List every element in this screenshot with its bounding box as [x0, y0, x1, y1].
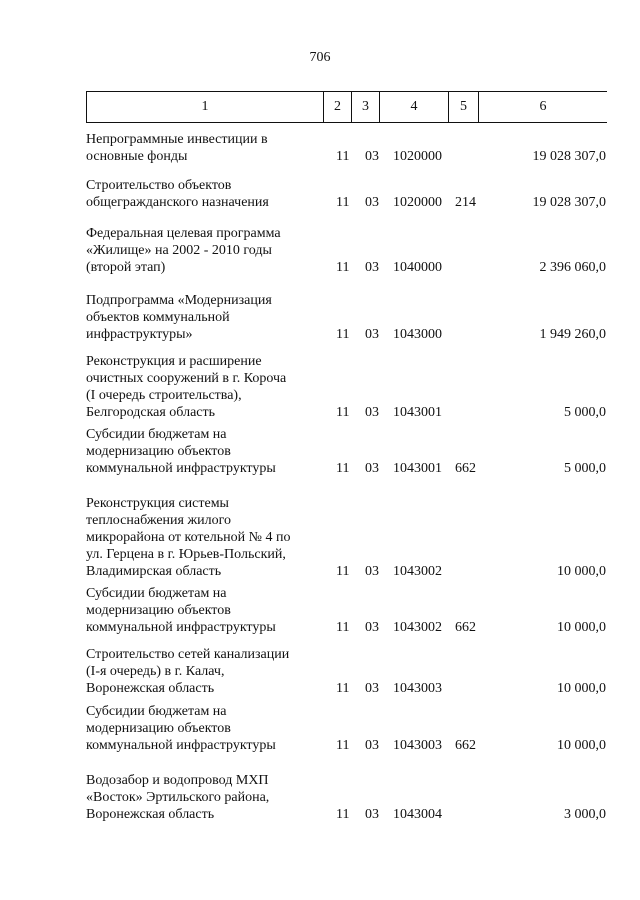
row-name [86, 353, 326, 421]
row-name [86, 772, 326, 823]
table-row [0, 646, 640, 697]
row-name-line: Непрограммные инвестиции в [86, 132, 268, 147]
column-header-5: 5 [449, 92, 479, 122]
row-name [86, 495, 326, 580]
row-subsection: 03 [365, 681, 379, 696]
row-subsection: 03 [365, 564, 379, 579]
row-name-line: модернизацию объектов [86, 444, 231, 459]
row-name-line: (I-я очередь) в г. Калач, [86, 664, 225, 679]
row-name-line: Субсидии бюджетам на [86, 586, 227, 601]
row-name-line: инфраструктуры» [86, 327, 193, 342]
row-subsection: 03 [365, 405, 379, 420]
row-section: 11 [336, 327, 350, 342]
row-name-line: объектов коммунальной [86, 310, 230, 325]
row-amount: 2 396 060,0 [539, 260, 606, 275]
row-section: 11 [336, 260, 350, 275]
row-amount: 3 000,0 [564, 807, 606, 822]
row-amount: 5 000,0 [564, 461, 606, 476]
row-name-line: Белгородская область [86, 405, 216, 420]
row-section: 11 [336, 405, 350, 420]
row-section: 11 [336, 149, 350, 164]
table-row [0, 292, 640, 343]
row-name-line: Реконструкция системы [86, 496, 229, 511]
table-row [0, 353, 640, 421]
row-name-line: коммунальной инфраструктуры [86, 461, 276, 476]
row-amount: 10 000,0 [557, 738, 606, 753]
row-name [86, 177, 326, 211]
row-amount: 10 000,0 [557, 681, 606, 696]
row-target-code: 1020000 [393, 195, 442, 210]
row-name-line: (I очередь строительства), [86, 388, 242, 403]
column-header-3: 3 [352, 92, 380, 122]
row-name-line: Субсидии бюджетам на [86, 427, 227, 442]
row-name-line: Владимирская область [86, 564, 222, 579]
row-name-line: «Восток» Эртильского района, [86, 790, 270, 805]
row-name-line: Субсидии бюджетам на [86, 704, 227, 719]
row-name [86, 703, 326, 754]
row-subsection: 03 [365, 260, 379, 275]
row-name-line: (второй этап) [86, 260, 166, 275]
row-amount: 10 000,0 [557, 564, 606, 579]
row-amount: 19 028 307,0 [532, 149, 606, 164]
row-target-code: 1043003 [393, 681, 442, 696]
table-row [0, 177, 640, 211]
row-subsection: 03 [365, 620, 379, 635]
row-subsection: 03 [365, 327, 379, 342]
row-section: 11 [336, 681, 350, 696]
row-target-code: 1043000 [393, 327, 442, 342]
row-amount: 19 028 307,0 [532, 195, 606, 210]
row-name-line: модернизацию объектов [86, 603, 231, 618]
column-header-row [86, 91, 607, 123]
row-target-code: 1043002 [393, 620, 442, 635]
row-name [86, 292, 326, 343]
row-target-code: 1043002 [393, 564, 442, 579]
column-header-4: 4 [380, 92, 449, 122]
row-expense-type: 214 [455, 195, 476, 210]
page-number: 706 [309, 50, 331, 65]
row-name-line: Реконструкция и расширение [86, 354, 262, 369]
row-section: 11 [336, 461, 350, 476]
table-row [0, 495, 640, 580]
row-amount: 5 000,0 [564, 405, 606, 420]
row-name-line: Подпрограмма «Модернизация [86, 293, 272, 308]
row-name-line: теплоснабжения жилого [86, 513, 232, 528]
row-subsection: 03 [365, 738, 379, 753]
row-name [86, 646, 326, 697]
row-target-code: 1043004 [393, 807, 442, 822]
row-name-line: Федеральная целевая программа [86, 226, 281, 241]
row-subsection: 03 [365, 149, 379, 164]
row-name-line: Водозабор и водопровод МХП [86, 773, 269, 788]
row-name-line: коммунальной инфраструктуры [86, 738, 276, 753]
row-subsection: 03 [365, 195, 379, 210]
row-expense-type: 662 [455, 738, 476, 753]
table-row [0, 426, 640, 477]
row-name-line: Строительство объектов [86, 178, 232, 193]
row-name [86, 585, 326, 636]
row-name [86, 131, 326, 165]
row-expense-type: 662 [455, 461, 476, 476]
row-subsection: 03 [365, 461, 379, 476]
row-name-line: основные фонды [86, 149, 188, 164]
row-target-code: 1040000 [393, 260, 442, 275]
row-name-line: ул. Герцена в г. Юрьев-Польский, [86, 547, 286, 562]
row-target-code: 1043001 [393, 461, 442, 476]
row-name-line: Воронежская область [86, 807, 215, 822]
row-section: 11 [336, 564, 350, 579]
row-name [86, 426, 326, 477]
row-section: 11 [336, 195, 350, 210]
row-amount: 1 949 260,0 [539, 327, 606, 342]
table-row [0, 772, 640, 823]
row-target-code: 1020000 [393, 149, 442, 164]
table-row [0, 585, 640, 636]
row-section: 11 [336, 807, 350, 822]
row-name-line: Воронежская область [86, 681, 215, 696]
row-name-line: коммунальной инфраструктуры [86, 620, 276, 635]
row-target-code: 1043003 [393, 738, 442, 753]
row-name-line: микрорайона от котельной № 4 по [86, 530, 291, 545]
row-name [86, 225, 326, 276]
row-section: 11 [336, 738, 350, 753]
row-name-line: Строительство сетей канализации [86, 647, 290, 662]
table-row [0, 703, 640, 754]
column-header-2: 2 [324, 92, 352, 122]
row-section: 11 [336, 620, 350, 635]
row-amount: 10 000,0 [557, 620, 606, 635]
column-header-1: 1 [87, 92, 324, 122]
row-name-line: общегражданского назначения [86, 195, 269, 210]
table-row [0, 225, 640, 276]
table-row [0, 131, 640, 165]
row-name-line: модернизацию объектов [86, 721, 231, 736]
column-header-6: 6 [539, 99, 547, 114]
row-name-line: «Жилище» на 2002 - 2010 годы [86, 243, 272, 258]
row-name-line: очистных сооружений в г. Короча [86, 371, 287, 386]
row-expense-type: 662 [455, 620, 476, 635]
row-subsection: 03 [365, 807, 379, 822]
row-target-code: 1043001 [393, 405, 442, 420]
